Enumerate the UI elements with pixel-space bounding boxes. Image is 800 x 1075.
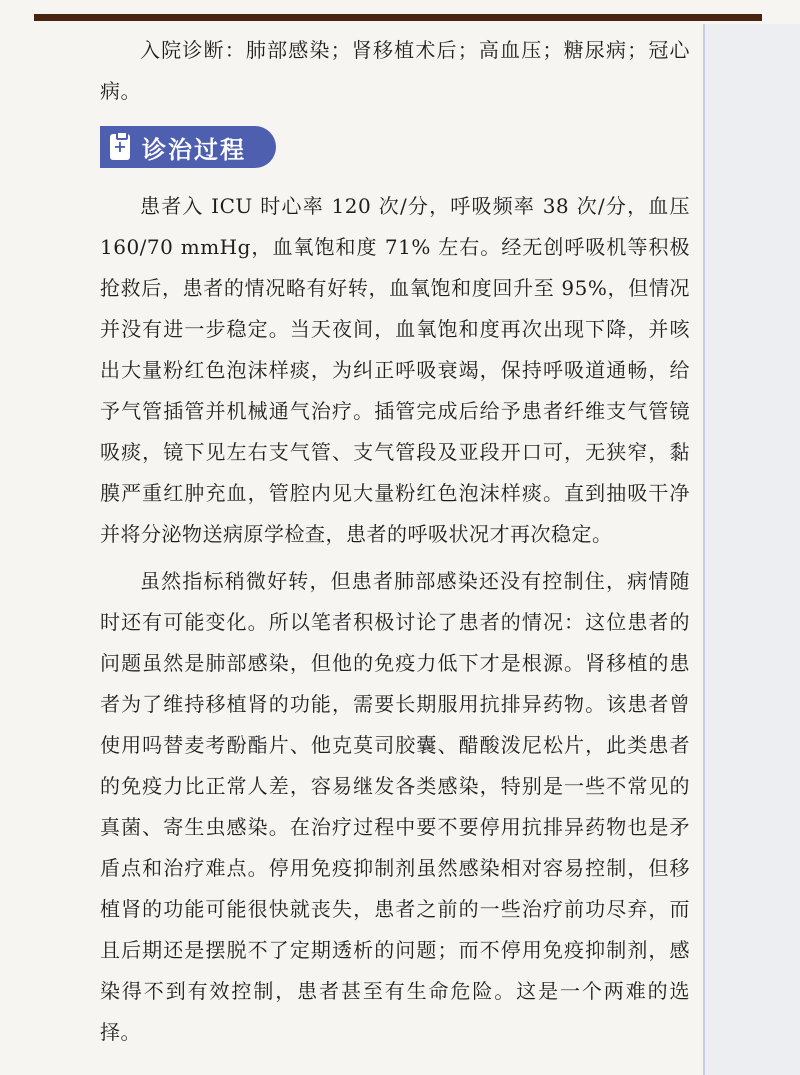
diagnosis-paragraph: 入院诊断：肺部感染；肾移植术后；高血压；糖尿病；冠心病。 <box>100 38 690 103</box>
section-heading-title: 诊治过程 <box>142 135 246 164</box>
margin-strip <box>705 24 800 1075</box>
text-column <box>100 30 690 1053</box>
margin-line <box>703 24 705 1075</box>
body-paragraph-1: 患者入 ICU 时心率 120 次/分，呼吸频率 38 次/分，血压 160/70 mmHg，血氧饱和度 71% 左右。经无创呼吸机等积极抢救后，患者的情况略有好转，血氧饱和度回升至 95%，但情况并没有进一步稳定。当天夜间，血氧饱和度再次出现下降，并咳出大量粉红色泡沫样痰，为纠正呼吸衰竭，保持呼吸道通畅，给予气管插管并机械通气治疗。插管完成后给予患者纤维支气管镜吸痰，镜下见左右支气管、支气管段及亚段开口可，无狭窄，黏膜严重红肿充血，管腔内见大量粉红色泡沫样痰。直到抽吸干净并将分泌物送病原学检查，患者的呼吸状况才再次稳定。 <box>100 194 690 546</box>
top-rule <box>34 14 762 21</box>
section-heading <box>100 126 276 168</box>
body-paragraph-2: 虽然指标稍微好转，但患者肺部感染还没有控制住，病情随时还有可能变化。所以笔者积极讨论了患者的情况：这位患者的问题虽然是肺部感染，但他的免疫力低下才是根源。肾移植的患者为了维持移植肾的功能，需要长期服用抗排异药物。该患者曾使用吗替麦考酚酯片、他克莫司胶囊、醋酸泼尼松片，此类患者的免疫力比正常人差，容易继发各类感染，特别是一些不常见的真菌、寄生虫感染。在治疗过程中要不要停用抗排异药物也是矛盾点和治疗难点。停用免疫抑制剂虽然感染相对容易控制，但移植肾的功能可能很快就丧失，患者之前的一些治疗前功尽弃，而且后期还是摆脱不了定期透析的问题；而不停用免疫抑制剂，感染得不到有效控制，患者甚至有生命危险。这是一个两难的选择。 <box>100 569 690 1044</box>
medical-clipboard-icon <box>110 134 130 160</box>
